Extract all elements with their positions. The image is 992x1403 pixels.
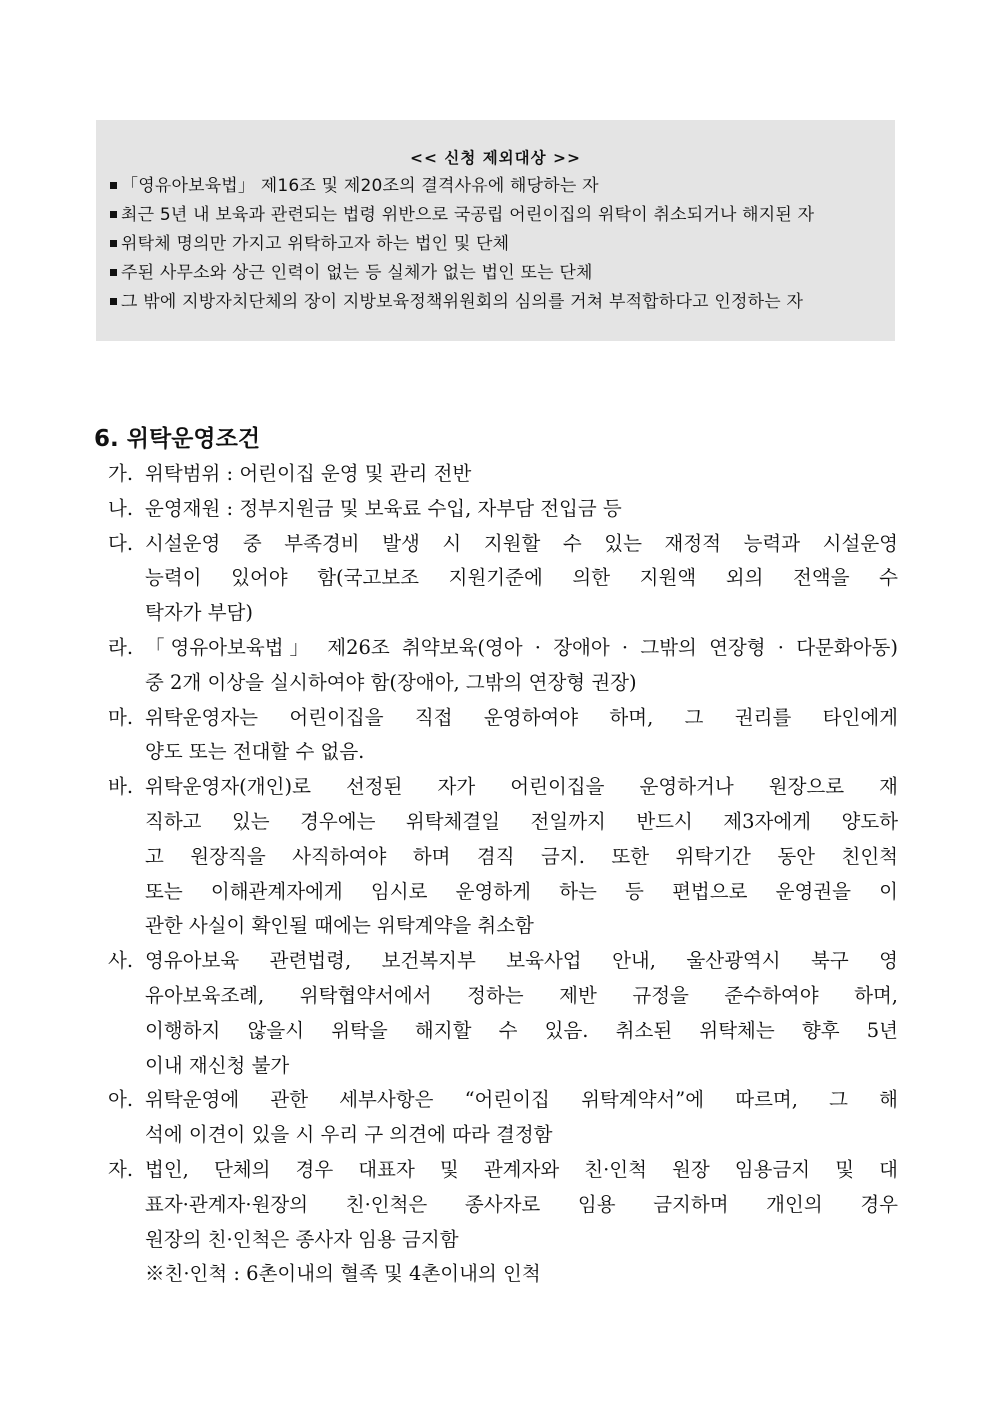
item-marker: 나. (108, 496, 134, 520)
square-bullet-icon (110, 298, 117, 305)
item-body (145, 1153, 898, 1257)
list-item (108, 631, 898, 701)
condition-list (108, 457, 898, 1292)
item-line: 위탁운영에 관한 세부사항은 “어린이집 위탁계약서”에 따르며, 그 해 (145, 1088, 898, 1112)
item-line: 유아보육조례, 위탁협약서에서 정하는 제반 규정을 준수하여야 하며, (145, 983, 898, 1007)
exclusion-item (110, 201, 895, 230)
item-line: 석에 이견이 있을 시 우리 구 의견에 따라 결정함 (145, 1123, 553, 1147)
item-line: 운영재원 : 정부지원금 및 보육료 수입, 자부담 전입금 등 (145, 496, 622, 520)
list-item (108, 1153, 898, 1257)
list-item (108, 770, 898, 944)
item-line: 이내 재신청 불가 (145, 1053, 290, 1077)
item-body (145, 944, 898, 1083)
item-line: 또는 이해관계자에게 임시로 운영하게 하는 등 편법으로 운영권을 이 (145, 879, 898, 903)
exclusion-item-text: 최근 5년 내 보육과 관련되는 법령 위반으로 국공립 어린이집의 위탁이 취소되거나 해지된 자 (121, 205, 815, 225)
exclusion-item (110, 230, 895, 259)
item-line: 직하고 있는 경우에는 위탁체결일 전일까지 반드시 제3자에게 양도하 (145, 809, 898, 833)
item-line: 능력이 있어야 함(국고보조 지원기준에 의한 지원액 외의 전액을 수 (145, 566, 898, 590)
item-line: 표자·관계자·원장의 친·인척은 종사자로 임용 금지하며 개인의 경우 (145, 1192, 898, 1216)
exclusion-item (110, 172, 895, 201)
list-item (108, 1083, 898, 1153)
item-line: 원장의 친·인척은 종사자 임용 금지함 (145, 1227, 459, 1251)
item-body (145, 457, 898, 492)
item-line: 양도 또는 전대할 수 없음. (145, 740, 365, 764)
item-line: 위탁운영자(개인)로 선정된 자가 어린이집을 운영하거나 원장으로 재 (145, 775, 898, 799)
item-line: 법인, 단체의 경우 대표자 및 관계자와 친·인척 원장 임용금지 및 대 (145, 1157, 898, 1181)
exclusion-box-title: << 신청 제외대상 >> (410, 149, 581, 167)
item-body (145, 770, 898, 944)
list-item (108, 457, 898, 492)
item-body (145, 527, 898, 631)
item-marker: 마. (108, 705, 134, 729)
item-line: 고 원장직을 사직하여야 하며 겸직 금지. 또한 위탁기간 동안 친인척 (145, 844, 898, 868)
exclusion-item-text: 주된 사무소와 상근 인력이 없는 등 실체가 없는 법인 또는 단체 (121, 263, 593, 283)
list-item (108, 701, 898, 771)
item-body (145, 492, 898, 527)
exclusion-item-text: 그 밖에 지방자치단체의 장이 지방보육정책위원회의 심의를 거쳐 부적합하다고 인정하는 자 (121, 292, 804, 312)
list-item (108, 944, 898, 1083)
exclusion-item-text: 「영유아보육법」 제16조 및 제20조의 결격사유에 해당하는 자 (121, 176, 599, 196)
item-line: 관한 사실이 확인될 때에는 위탁계약을 취소함 (145, 914, 534, 938)
item-body (145, 631, 898, 701)
item-line: 위탁운영자는 어린이집을 직접 운영하여야 하며, 그 권리를 타인에게 (145, 705, 898, 729)
item-body (145, 701, 898, 771)
square-bullet-icon (110, 240, 117, 247)
item-marker: 사. (108, 949, 134, 973)
exclusion-item (110, 288, 895, 317)
item-body (145, 1083, 898, 1153)
square-bullet-icon (110, 182, 117, 189)
item-line: 중 2개 이상을 실시하여야 함(장애아, 그밖의 연장형 권장) (145, 670, 637, 694)
item-line: 영유아보육 관련법령, 보건복지부 보육사업 안내, 울산광역시 북구 영 (145, 949, 898, 973)
square-bullet-icon (110, 211, 117, 218)
square-bullet-icon (110, 269, 117, 276)
exclusion-item (110, 259, 895, 288)
exclusion-item-text: 위탁체 명의만 가지고 위탁하고자 하는 법인 및 단체 (121, 234, 510, 254)
section-title: 6. 위탁운영조건 (94, 426, 261, 452)
item-marker: 라. (108, 635, 134, 659)
item-line: 위탁범위 : 어린이집 운영 및 관리 전반 (145, 462, 472, 485)
item-line: 이행하지 않을시 위탁을 해지할 수 있음. 취소된 위탁체는 향후 5년 (145, 1018, 898, 1042)
exclusion-box (96, 120, 895, 341)
list-item (108, 527, 898, 631)
item-line: 탁자가 부담) (145, 601, 253, 625)
item-marker: 가. (108, 462, 134, 485)
item-marker: 자. (108, 1157, 134, 1181)
item-line: 시설운영 중 부족경비 발생 시 지원할 수 있는 재정적 능력과 시설운영 (145, 531, 898, 555)
item-marker: 바. (108, 775, 134, 799)
list-item (108, 492, 898, 527)
item-marker: 아. (108, 1088, 134, 1112)
item-marker: 다. (108, 531, 134, 555)
item-line: 「영유아보육법」 제26조 취약보육(영아 · 장애아 · 그밖의 연장형 · 다문화아동) (145, 635, 898, 659)
kinship-note: ※친·인척 : 6촌이내의 혈족 및 4촌이내의 인척 (145, 1262, 541, 1286)
